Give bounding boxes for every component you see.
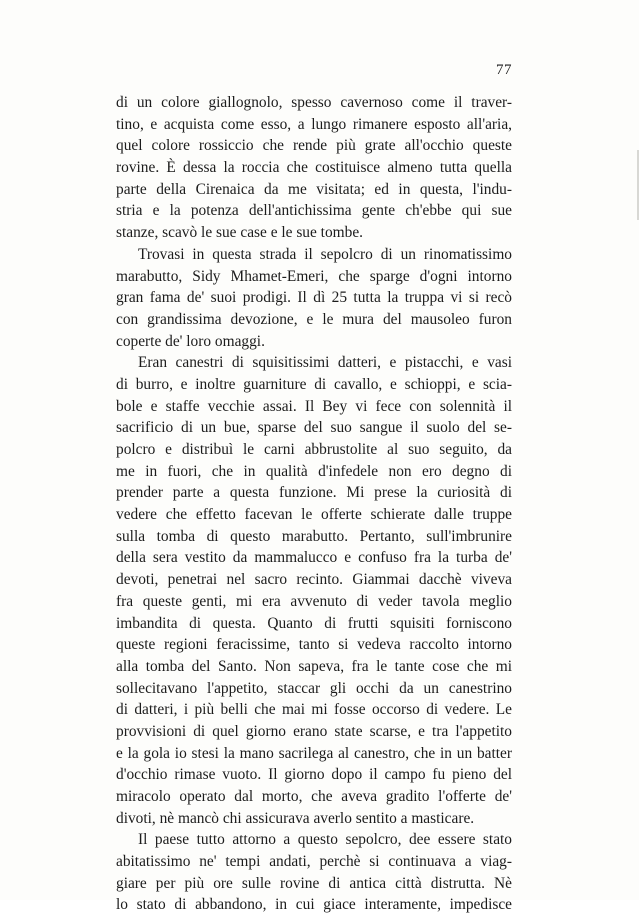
text-line: gran fama de' suoi prodigi. Il dì 25 tutta la truppa vi si recò <box>116 289 512 307</box>
body-text <box>116 92 512 916</box>
text-line: devoti, penetrai nel sacro recinto. Giammai dacchè viveva <box>116 571 512 589</box>
text-line: tino, e acquista come esso, a lungo rimanere esposto all'aria, <box>116 115 512 133</box>
text-line: miracolo operato dal morto, che aveva gradito l'offerte de' <box>116 788 512 805</box>
text-line: quel colore rossiccio che rende più grate all'occhio queste <box>116 137 512 155</box>
text-line: di burro, e inoltre guarniture di cavallo, e schioppi, e scia- <box>116 375 512 393</box>
paragraph-start-line: Eran canestri di squisitissimi datteri, e pistacchi, e vasi <box>138 354 512 372</box>
text-line: provvisioni di quel giorno erano state scarse, e tra l'appetito <box>116 722 512 740</box>
text-line: polcro e distribuì le carni abbrustolite al suo seguito, da <box>116 441 512 458</box>
text-line: me in fuori, che in qualità d'infedele non ero degno di <box>116 462 512 480</box>
text-line: bole e staffe vecchie assai. Il Bey vi fece con solennità il <box>116 397 512 415</box>
text-line: queste regioni feracissime, tanto si vedeva raccolto intorno <box>116 636 512 654</box>
paragraph-start-line: Trovasi in questa strada il sepolcro di un rinomatissimo <box>138 245 512 263</box>
text-line: fra queste genti, mi era avvenuto di veder tavola meglio <box>116 592 512 610</box>
text-line: rovine. È dessa la roccia che costituisce almeno tutta quella <box>116 159 512 177</box>
paragraph-start-line: Il paese tutto attorno a questo sepolcro, dee essere stato <box>138 831 512 849</box>
text-line: sulla tomba di questo marabutto. Pertanto, sull'imbrunire <box>116 527 512 545</box>
text-line: alla tomba del Santo. Non sapeva, fra le tante cose che mi <box>116 657 512 675</box>
text-line: imbandita di questa. Quanto di frutti squisiti forniscono <box>116 614 512 632</box>
text-line: stanze, scavò le sue case e le sue tombe. <box>116 224 364 242</box>
text-line: divoti, nè mancò chi assicurava averlo sentito a masticare. <box>116 809 475 827</box>
text-line: marabutto, Sidy Mhamet-Emeri, che sparge d'ogni intorno <box>116 267 512 285</box>
text-line: lo stato di abbandono, in cui giace interamente, impedisce <box>116 896 512 914</box>
text-line: parte della Cirenaica da me visitata; ed in questa, l'indu- <box>116 180 512 198</box>
text-line: vedere che effetto facevan le offerte schierate dalle truppe <box>116 506 512 524</box>
text-line: e la gola io stesi la mano sacrilega al canestro, che in un batter <box>116 744 512 762</box>
text-line: prender parte a questa funzione. Mi prese la curiosità di <box>116 484 512 502</box>
text-line: di un colore giallognolo, spesso cavernoso come il traver- <box>116 94 512 111</box>
text-line: di datteri, i più belli che mai mi fosse occorso di vedere. Le <box>116 701 512 719</box>
text-line: sollecitavano l'appetito, staccar gli occhi da un canestrino <box>116 679 512 697</box>
text-line: con grandissima devozione, e le mura del mausoleo furon <box>116 310 512 328</box>
page-number: 77 <box>496 62 512 78</box>
text-line: d'occhio rimase vuoto. Il giorno dopo il campo fu pieno del <box>116 766 512 784</box>
text-line: della sera vestito da mammalucco e confuso fra la turba de' <box>116 549 512 567</box>
text-line: coperte de' loro omaggi. <box>116 332 265 350</box>
text-line: stria e la potenza dell'antichissima gente ch'ebbe qui sue <box>116 202 512 220</box>
text-line: giare per più ore sulle rovine di antica città distrutta. Nè <box>116 874 512 892</box>
text-line: sacrificio di un bue, sparse del suo sangue il suolo del se- <box>116 419 512 437</box>
text-line: abitatissimo ne' tempi andati, perchè si continuava a viag- <box>116 853 512 871</box>
